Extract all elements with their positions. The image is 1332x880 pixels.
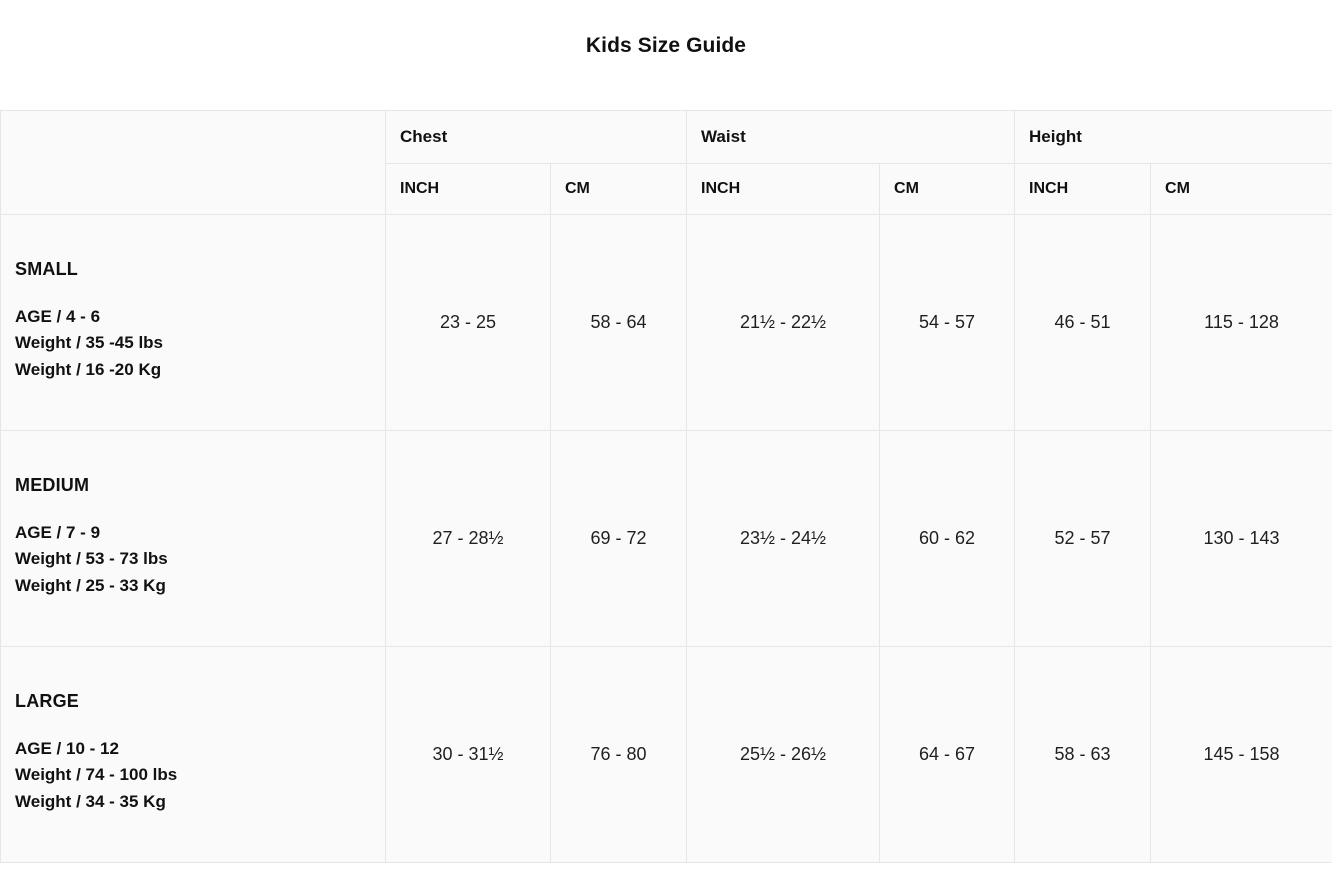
header-unit-height-cm: CM	[1151, 164, 1332, 215]
table-group-header-row	[1, 111, 1332, 164]
cell-height-cm: 145 - 158	[1151, 647, 1332, 863]
cell-waist-cm: 64 - 67	[880, 647, 1015, 863]
row-weight-kg: Weight / 34 - 35 Kg	[15, 791, 166, 811]
header-unit-waist-inch: INCH	[687, 164, 880, 215]
header-group-chest: Chest	[386, 111, 687, 164]
cell-chest-cm: 76 - 80	[551, 647, 687, 863]
cell-waist-inch: 25½ - 26½	[687, 647, 880, 863]
page-title: Kids Size Guide	[585, 34, 747, 57]
table-body	[1, 215, 1332, 863]
size-table-container	[0, 110, 1332, 863]
row-weight-kg: Weight / 16 -20 Kg	[15, 359, 162, 379]
header-blank-corner	[1, 111, 386, 215]
row-age: AGE / 10 - 12	[15, 738, 119, 758]
row-weight-lbs: Weight / 74 - 100 lbs	[15, 765, 178, 785]
cell-waist-inch: 23½ - 24½	[687, 431, 880, 647]
row-size-name: MEDIUM	[15, 474, 90, 495]
row-weight-lbs: Weight / 53 - 73 lbs	[15, 549, 168, 569]
header-unit-waist-cm: CM	[880, 164, 1015, 215]
header-unit-chest-cm: CM	[551, 164, 687, 215]
row-age: AGE / 4 - 6	[15, 306, 101, 326]
cell-chest-inch: 27 - 28½	[386, 431, 551, 647]
cell-waist-cm: 54 - 57	[880, 215, 1015, 431]
size-guide-table	[0, 110, 1332, 863]
header-unit-chest-inch: INCH	[386, 164, 551, 215]
row-label-medium	[1, 431, 386, 647]
row-weight-kg: Weight / 25 - 33 Kg	[15, 575, 166, 595]
cell-waist-cm: 60 - 62	[880, 431, 1015, 647]
row-label-large	[1, 647, 386, 863]
header-unit-height-inch: INCH	[1015, 164, 1151, 215]
header-group-height: Height	[1015, 111, 1332, 164]
cell-height-inch: 52 - 57	[1015, 431, 1151, 647]
row-size-name: SMALL	[15, 258, 78, 279]
row-weight-lbs: Weight / 35 -45 lbs	[15, 333, 164, 353]
cell-chest-inch: 30 - 31½	[386, 647, 551, 863]
header-group-waist: Waist	[687, 111, 1015, 164]
cell-chest-inch: 23 - 25	[386, 215, 551, 431]
cell-chest-cm: 69 - 72	[551, 431, 687, 647]
cell-chest-cm: 58 - 64	[551, 215, 687, 431]
cell-height-inch: 46 - 51	[1015, 215, 1151, 431]
cell-waist-inch: 21½ - 22½	[687, 215, 880, 431]
cell-height-inch: 58 - 63	[1015, 647, 1151, 863]
table-header	[1, 111, 1332, 215]
table-row	[1, 431, 1332, 647]
row-label-small	[1, 215, 386, 431]
table-row	[1, 647, 1332, 863]
cell-height-cm: 115 - 128	[1151, 215, 1332, 431]
cell-height-cm: 130 - 143	[1151, 431, 1332, 647]
table-row	[1, 215, 1332, 431]
row-age: AGE / 7 - 9	[15, 522, 101, 542]
row-size-name: LARGE	[15, 690, 79, 711]
